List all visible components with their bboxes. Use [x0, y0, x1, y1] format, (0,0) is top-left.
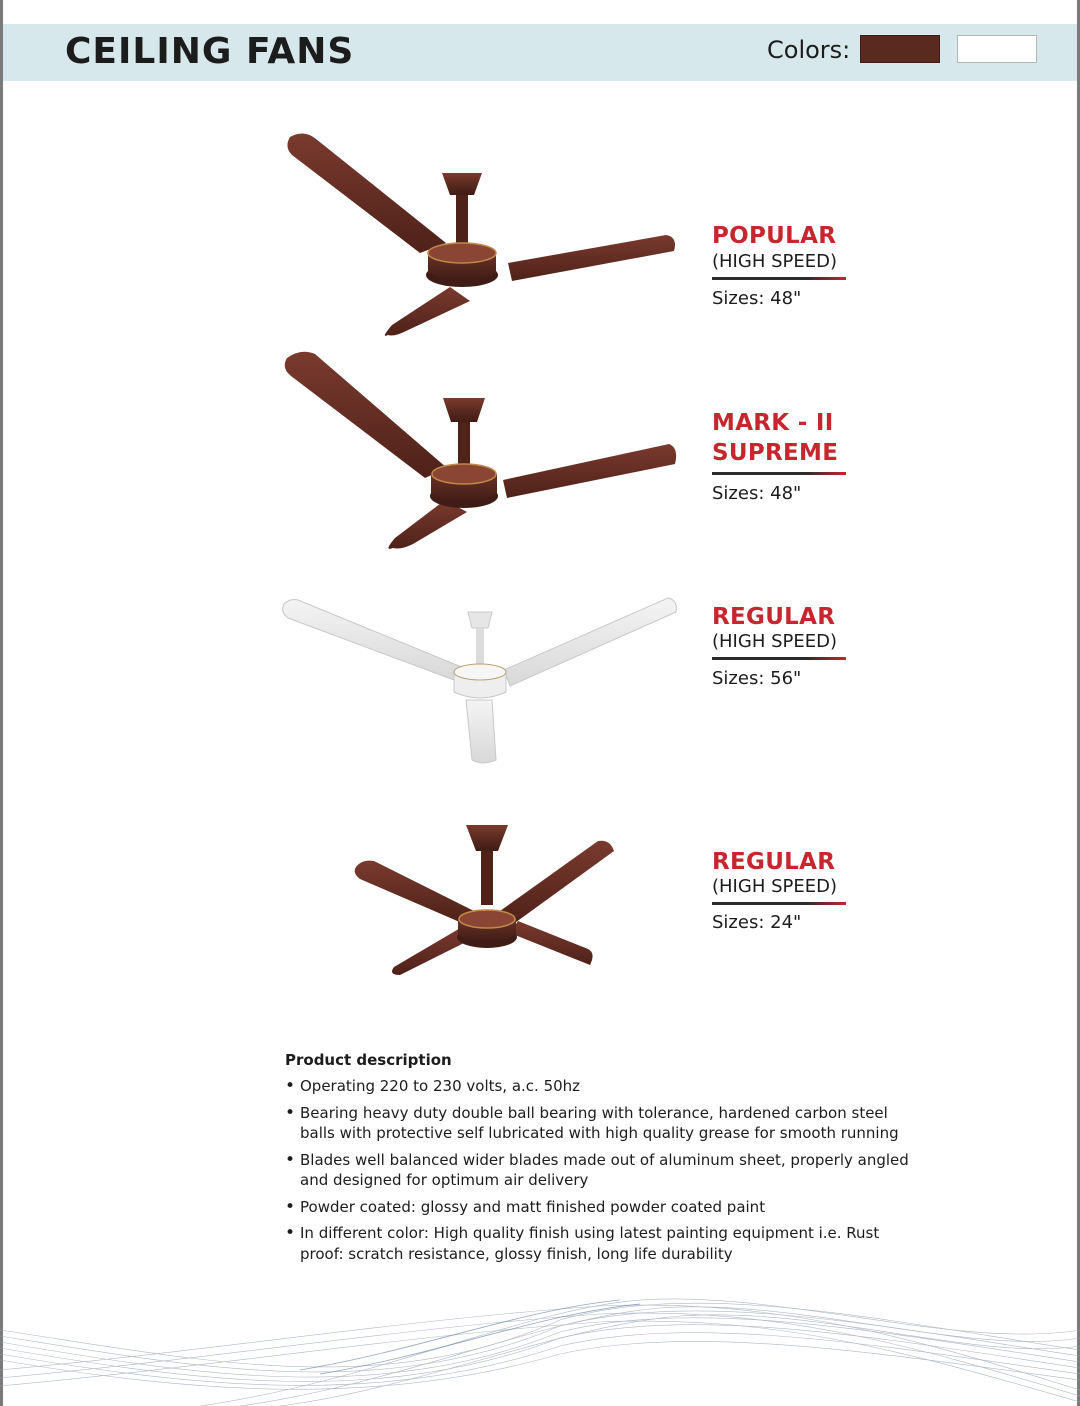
product-name-regular-56: REGULAR	[712, 604, 836, 630]
product-divider	[712, 657, 846, 660]
description-item: • Blades well balanced wider blades made out of aluminum sheet, properly angled and designed for optimum air delivery	[285, 1150, 925, 1191]
product-subtitle-regular-24: (HIGH SPEED)	[712, 876, 837, 897]
description-item: • Bearing heavy duty double ball bearing with tolerance, hardened carbon steel balls with protective self lubricated with high quality grease for smooth running	[285, 1103, 925, 1144]
product-image-popular	[270, 125, 690, 345]
page-title: CEILING FANS	[65, 31, 355, 72]
product-name-regular-24: REGULAR	[712, 849, 836, 875]
product-sizes-mark-ii-supreme: Sizes: 48"	[712, 483, 802, 504]
description-item: • Operating 220 to 230 volts, a.c. 50hz	[285, 1076, 925, 1097]
product-subtitle-popular: (HIGH SPEED)	[712, 251, 837, 272]
product-name-popular: POPULAR	[712, 223, 837, 249]
description-list	[285, 1076, 925, 1270]
product-name-supreme: SUPREME	[712, 440, 839, 466]
product-sizes-regular-56: Sizes: 56"	[712, 668, 802, 689]
color-swatch-white[interactable]	[957, 35, 1037, 63]
product-sizes-regular-24: Sizes: 24"	[712, 912, 802, 933]
product-image-regular-56	[278, 590, 683, 770]
decorative-waves	[0, 1290, 1080, 1406]
product-image-regular-24	[350, 815, 620, 980]
product-divider	[712, 902, 846, 905]
description-item: • Powder coated: glossy and matt finished powder coated paint	[285, 1197, 925, 1218]
description-heading: Product description	[285, 1051, 452, 1069]
colors-label: Colors:	[767, 36, 851, 64]
product-divider	[712, 277, 846, 280]
description-item: • In different color: High quality finish using latest painting equipment i.e. Rust proof: scratch resistance, glossy finish, long life durability	[285, 1223, 925, 1264]
product-sizes-popular: Sizes: 48"	[712, 288, 802, 309]
product-name-mark-ii: MARK - II	[712, 410, 834, 436]
color-swatch-brown[interactable]	[860, 35, 940, 63]
product-image-mark-ii-supreme	[275, 340, 685, 555]
product-divider	[712, 472, 846, 475]
product-subtitle-regular-56: (HIGH SPEED)	[712, 631, 837, 652]
